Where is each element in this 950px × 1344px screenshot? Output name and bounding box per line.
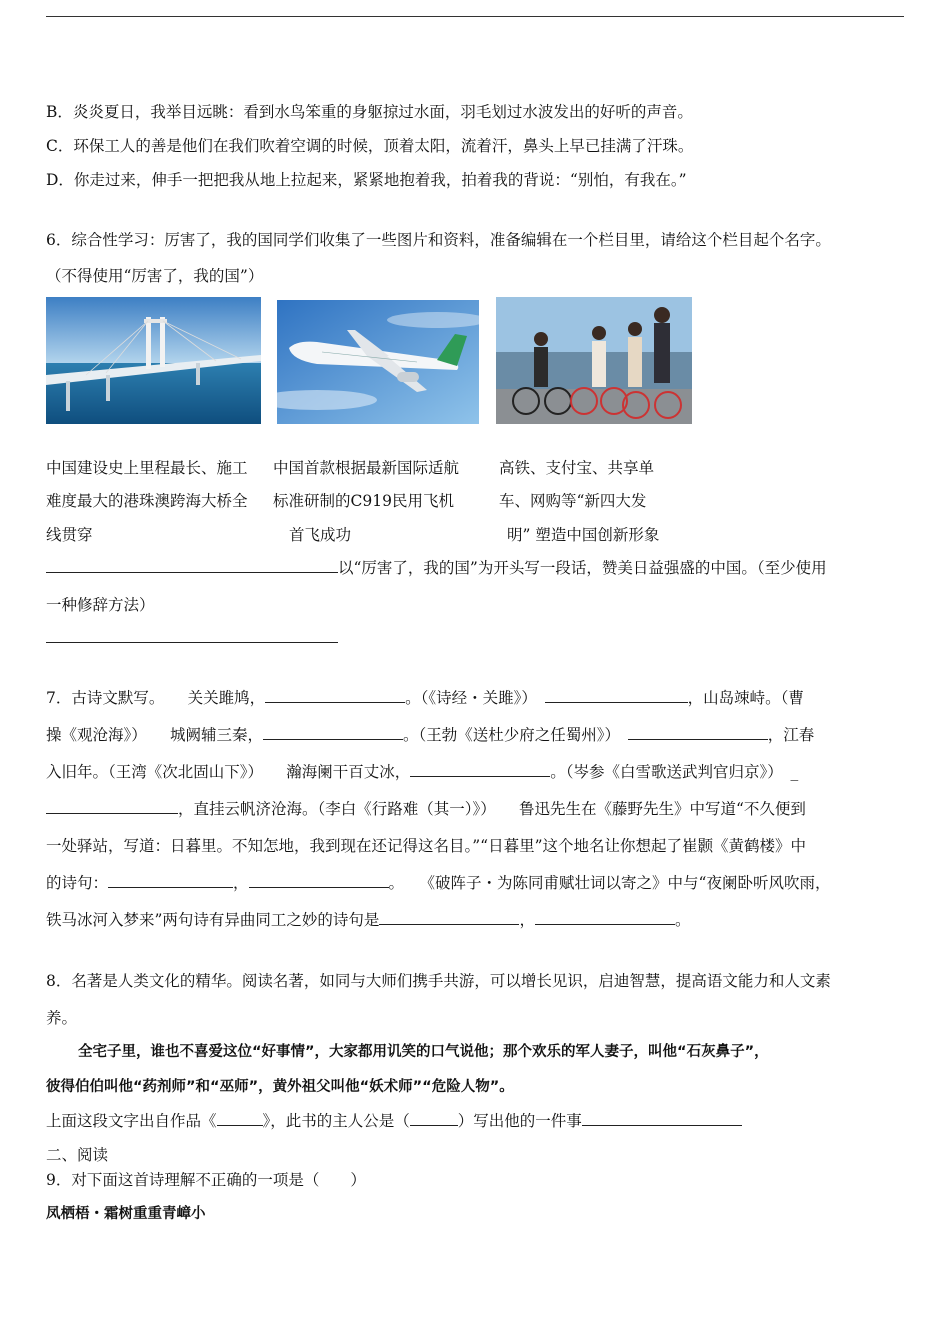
caption-bridge-line-3: 线贯穿 xyxy=(46,526,93,544)
header-rule xyxy=(46,16,904,17)
answer-blank[interactable] xyxy=(217,1111,263,1126)
answer-blank[interactable] xyxy=(263,725,403,740)
q7-line-5: 一处驿站，写道：日暮里。不知怎地，我到现在还记得这名目。”“日暮里”这个地名让你想起了崔颢《黄鹤楼》中 xyxy=(46,837,807,855)
answer-blank[interactable] xyxy=(535,910,675,925)
answer-blank[interactable] xyxy=(249,873,389,888)
answer-blank[interactable] xyxy=(410,762,550,777)
answer-blank[interactable] xyxy=(410,1111,458,1126)
caption-plane-line-3: 首飞成功 xyxy=(289,526,352,544)
caption-plane-line-1: 中国首款根据最新国际适航 xyxy=(273,459,460,477)
q6-prompt-cont: 一种修辞方法） xyxy=(46,596,155,614)
airplane-photo xyxy=(277,300,479,424)
section-heading: 二、阅读 xyxy=(46,1146,109,1164)
q6-stem: 6．综合性学习：厉害了，我的国同学们收集了一些图片和资料，准备编辑在一个栏目里，请给这个栏目起个名字。 xyxy=(46,231,831,249)
q8-excerpt-line-2: 彼得伯伯叫他“药剂师”和“巫师”，黄外祖父叫他“妖术师”“危险人物”。 xyxy=(46,1079,514,1095)
answer-blank[interactable] xyxy=(265,688,405,703)
caption-bikes-line-2: 车、网购等“新四大发 xyxy=(499,492,647,510)
q9-stem: 9．对下面这首诗理解不正确的一项是（ ） xyxy=(46,1171,366,1189)
answer-blank[interactable] xyxy=(108,873,233,888)
q7-line-1: 7．古诗文默写。 关关雎鸠， 。（《诗经・关雎》） ，山岛竦峙。（曹 xyxy=(46,689,804,707)
answer-blank[interactable] xyxy=(628,725,768,740)
q6-answer-line xyxy=(46,628,338,648)
answer-blank[interactable] xyxy=(379,910,519,925)
q7-line-4: ，直挂云帆济沧海。（李白《行路难（其一）》） 鲁迅先生在《藤野先生》中写道“不久便到 xyxy=(46,799,806,819)
caption-bikes-line-3: 明” 塑造中国创新形象 xyxy=(507,526,660,544)
q8-excerpt-line-1: 全宅子里，谁也不喜爱这位“好事情”，大家都用讥笑的口气说他；那个欢乐的军人妻子，叫他“石灰鼻子”， xyxy=(78,1044,769,1060)
caption-plane-line-2: 标准研制的C919民用飞机 xyxy=(273,492,454,510)
option-d: D．你走过来，伸手一把把我从地上拉起来，紧紧地抱着我，拍着我的背说：“别怕，有我在。” xyxy=(46,171,687,189)
bridge-photo xyxy=(46,297,261,424)
q7-line-2: 操《观沧海》） 城阙辅三秦， 。（王勃《送杜少府之任蜀州》） ，江春 xyxy=(46,726,815,744)
answer-blank[interactable] xyxy=(46,558,338,573)
q6-restriction: （不得使用“厉害了，我的国”） xyxy=(46,267,264,285)
q6-prompt: 以“厉害了，我的国”为开头写一段话，赞美日益强盛的中国。（至少使用 xyxy=(46,558,827,578)
option-b: B．炎炎夏日，我举目远眺：看到水鸟笨重的身躯掠过水面，羽毛划过水波发出的好听的声音。 xyxy=(46,103,693,121)
caption-bikes-line-1: 高铁、支付宝、共享单 xyxy=(499,459,655,477)
answer-blank[interactable] xyxy=(46,628,338,643)
answer-blank[interactable] xyxy=(582,1111,742,1126)
bike-sharing-photo xyxy=(496,297,692,424)
answer-blank[interactable] xyxy=(545,688,688,703)
q8-stem-cont: 养。 xyxy=(46,1009,78,1027)
caption-bridge-line-1: 中国建设史上里程最长、施工 xyxy=(46,459,248,477)
option-c: C．环保工人的善是他们在我们吹着空调的时候，顶着太阳，流着汗，鼻头上早已挂满了汗珠。 xyxy=(46,137,694,155)
answer-blank[interactable] xyxy=(46,799,178,814)
q7-line-7: 铁马冰河入梦来”两句诗有异曲同工之妙的诗句是 ， 。 xyxy=(46,911,691,929)
q7-line-6: 的诗句： ， 。 《破阵子・为陈同甫赋壮词以寄之》中与“夜阑卧听风吹雨， xyxy=(46,874,831,892)
q8-stem: 8．名著是人类文化的精华。阅读名著，如同与大师们携手共游，可以增长见识，启迪智慧，提高语文能力和人文素 xyxy=(46,972,831,990)
q8-question: 上面这段文字出自作品《 》，此书的主人公是（ ）写出他的一件事 xyxy=(46,1111,742,1131)
caption-bridge-line-2: 难度最大的港珠澳跨海大桥全 xyxy=(46,492,248,510)
q7-line-3: 入旧年。（王湾《次北固山下》） 瀚海阑干百丈冰， 。（岑参《白雪歌送武判官归京》） _ xyxy=(46,763,799,781)
poem-title: 凤栖梧・霜树重重青嶂小 xyxy=(46,1206,206,1222)
